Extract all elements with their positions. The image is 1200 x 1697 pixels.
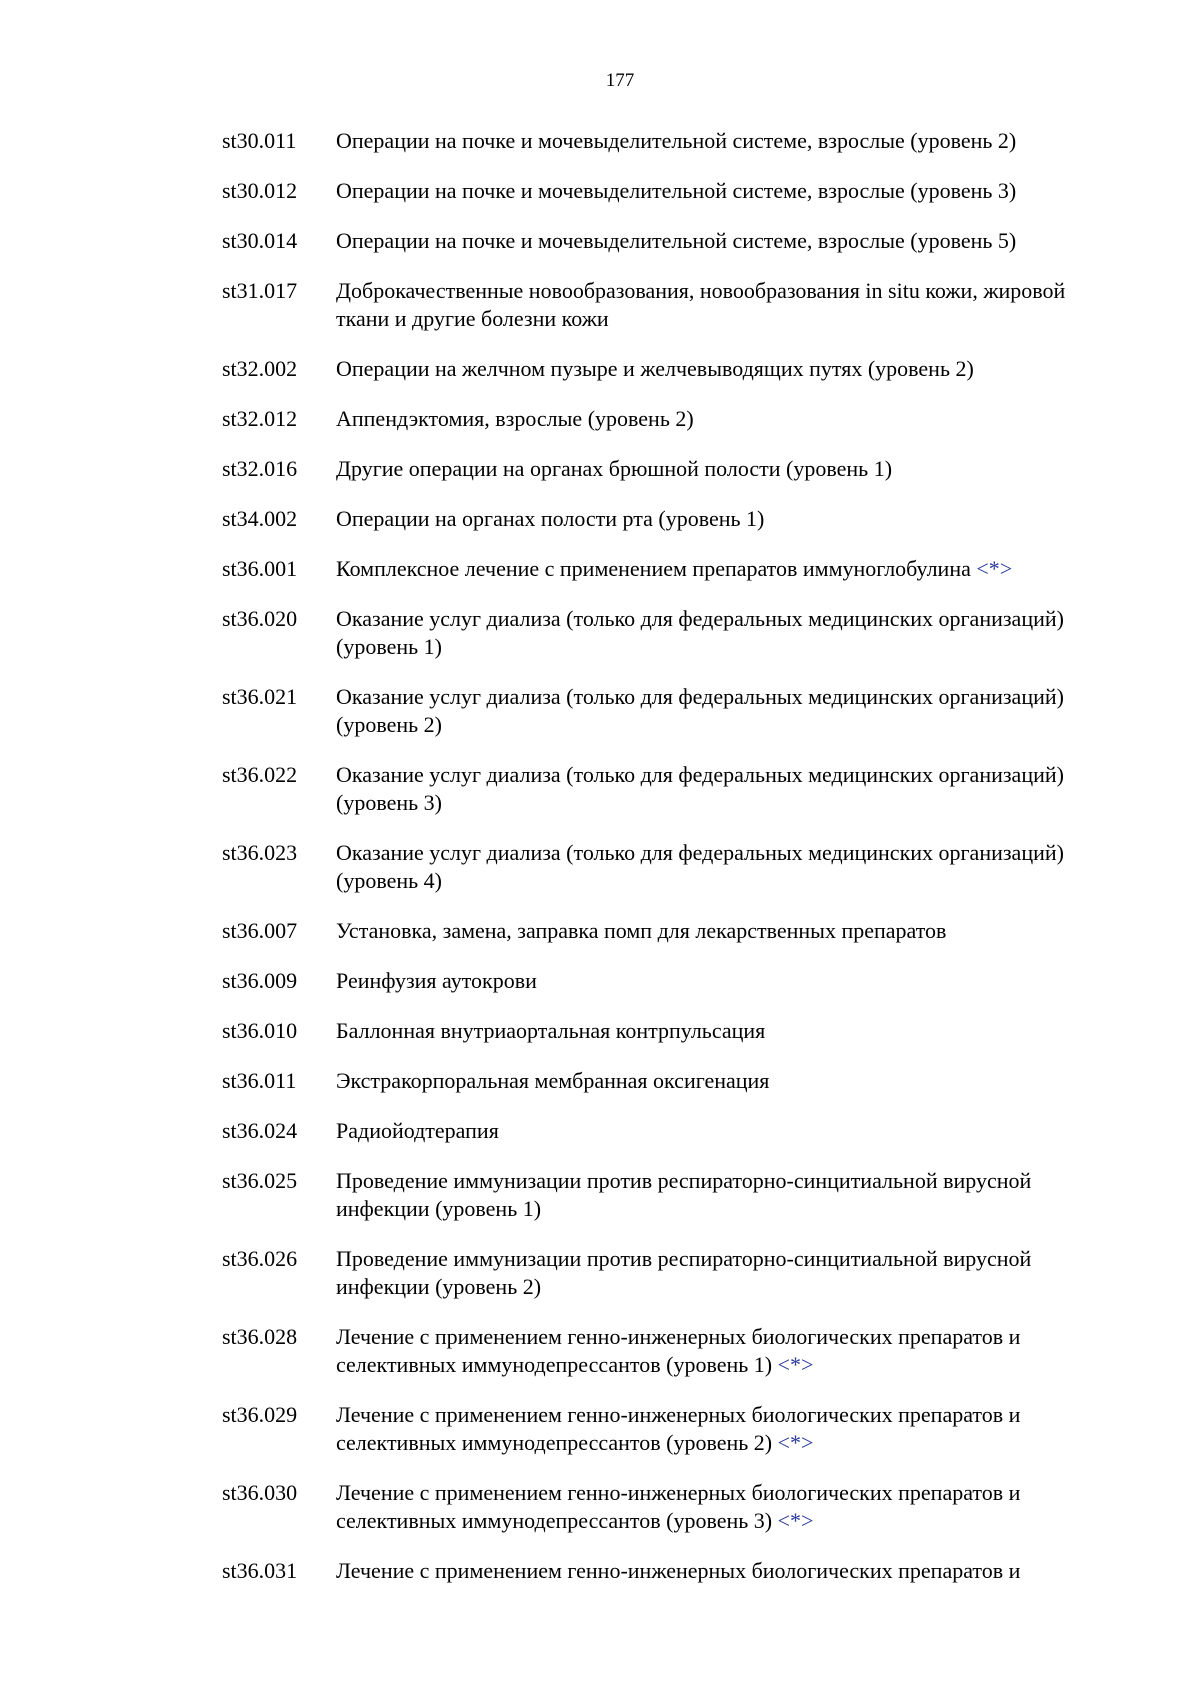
entry-text: Другие операции на органах брюшной полости (уровень 1) bbox=[336, 456, 893, 481]
list-item bbox=[222, 355, 1102, 383]
entry-text: Баллонная внутриаортальная контрпульсация bbox=[336, 1018, 766, 1043]
entry-description bbox=[336, 505, 1102, 533]
list-item bbox=[222, 1067, 1102, 1095]
page-number: 177 bbox=[605, 70, 635, 91]
entry-description bbox=[336, 355, 1102, 383]
entry-description bbox=[336, 555, 1102, 583]
list-item bbox=[222, 227, 1102, 255]
list-item bbox=[222, 839, 1102, 895]
entry-description bbox=[336, 605, 1102, 661]
entry-text: Аппендэктомия, взрослые (уровень 2) bbox=[336, 406, 694, 431]
list-item bbox=[222, 683, 1102, 739]
entry-description bbox=[336, 177, 1102, 205]
entry-description bbox=[336, 127, 1102, 155]
entry-text: Реинфузия аутокрови bbox=[336, 968, 537, 993]
list-item bbox=[222, 967, 1102, 995]
entry-code: st36.010 bbox=[222, 1018, 298, 1043]
list-item bbox=[222, 1479, 1102, 1535]
entry-text: Оказание услуг диализа (только для федеральных медицинских организаций) (уровень 3) bbox=[336, 762, 1064, 815]
list-item bbox=[222, 605, 1102, 661]
entry-text: Установка, замена, заправка помп для лекарственных препаратов bbox=[336, 918, 947, 943]
entry-code: st32.016 bbox=[222, 456, 298, 481]
entry-code: st36.011 bbox=[222, 1068, 297, 1093]
entry-description bbox=[336, 455, 1102, 483]
entry-text: Проведение иммунизации против респираторно-синцитиальной вирусной инфекции (уровень 1) bbox=[336, 1168, 1032, 1221]
entry-description bbox=[336, 1479, 1102, 1535]
entry-code: st36.007 bbox=[222, 918, 298, 943]
entry-code: st32.002 bbox=[222, 356, 298, 381]
entry-description bbox=[336, 1401, 1102, 1457]
entry-description bbox=[336, 683, 1102, 739]
entry-code: st36.028 bbox=[222, 1324, 298, 1349]
entry-description bbox=[336, 967, 1102, 995]
entry-code: st30.012 bbox=[222, 178, 298, 203]
entry-text: Лечение с применением генно-инженерных биологических препаратов и селективных иммунодепрессантов (уровень 2) bbox=[336, 1402, 1021, 1455]
footnote-ref-link[interactable]: <*> bbox=[976, 556, 1013, 581]
entry-text: Оказание услуг диализа (только для федеральных медицинских организаций) (уровень 4) bbox=[336, 840, 1064, 893]
entry-text: Доброкачественные новообразования, новообразования in situ кожи, жировой ткани и другие болезни кожи bbox=[336, 278, 1066, 331]
entry-text: Лечение с применением генно-инженерных биологических препаратов и селективных иммунодепрессантов (уровень 1) bbox=[336, 1324, 1021, 1377]
entry-code: st36.025 bbox=[222, 1168, 298, 1193]
entry-code: st36.023 bbox=[222, 840, 298, 865]
list-item bbox=[222, 1323, 1102, 1379]
footnote-ref-link[interactable]: <*> bbox=[777, 1430, 814, 1455]
entry-text: Лечение с применением генно-инженерных биологических препаратов и селективных иммунодепрессантов (уровень 3) bbox=[336, 1480, 1021, 1533]
entry-code: st36.030 bbox=[222, 1480, 298, 1505]
list-item bbox=[222, 405, 1102, 433]
list-item bbox=[222, 1401, 1102, 1457]
entry-text: Комплексное лечение с применением препаратов иммуноглобулина bbox=[336, 556, 977, 581]
list-item bbox=[222, 177, 1102, 205]
entry-text: Операции на желчном пузыре и желчевыводящих путях (уровень 2) bbox=[336, 356, 974, 381]
entry-code: st36.026 bbox=[222, 1246, 298, 1271]
entry-description bbox=[336, 1067, 1102, 1095]
entry-list bbox=[222, 127, 1102, 1607]
entry-description bbox=[336, 917, 1102, 945]
entry-code: st31.017 bbox=[222, 278, 298, 303]
entry-code: st36.021 bbox=[222, 684, 298, 709]
entry-description bbox=[336, 1167, 1102, 1223]
entry-description bbox=[336, 227, 1102, 255]
entry-code: st36.020 bbox=[222, 606, 298, 631]
entry-code: st32.012 bbox=[222, 406, 298, 431]
list-item bbox=[222, 505, 1102, 533]
entry-text: Радиойодтерапия bbox=[336, 1118, 499, 1143]
list-item bbox=[222, 1017, 1102, 1045]
entry-code: st36.029 bbox=[222, 1402, 298, 1427]
entry-code: st30.011 bbox=[222, 128, 297, 153]
footnote-ref-link[interactable]: <*> bbox=[777, 1508, 814, 1533]
entry-code: st36.001 bbox=[222, 556, 298, 581]
entry-text: Операции на органах полости рта (уровень 1) bbox=[336, 506, 765, 531]
list-item bbox=[222, 455, 1102, 483]
entry-code: st36.009 bbox=[222, 968, 298, 993]
list-item bbox=[222, 1245, 1102, 1301]
entry-code: st30.014 bbox=[222, 228, 298, 253]
entry-description bbox=[336, 839, 1102, 895]
entry-text: Операции на почке и мочевыделительной системе, взрослые (уровень 5) bbox=[336, 228, 1017, 253]
footnote-ref-link[interactable]: <*> bbox=[777, 1352, 814, 1377]
list-item bbox=[222, 555, 1102, 583]
entry-description bbox=[336, 1017, 1102, 1045]
entry-description bbox=[336, 405, 1102, 433]
list-item bbox=[222, 917, 1102, 945]
list-item bbox=[222, 761, 1102, 817]
entry-text: Операции на почке и мочевыделительной системе, взрослые (уровень 3) bbox=[336, 178, 1017, 203]
entry-text: Операции на почке и мочевыделительной системе, взрослые (уровень 2) bbox=[336, 128, 1017, 153]
entry-text: Проведение иммунизации против респираторно-синцитиальной вирусной инфекции (уровень 2) bbox=[336, 1246, 1032, 1299]
entry-text: Лечение с применением генно-инженерных биологических препаратов и bbox=[336, 1558, 1021, 1583]
entry-description bbox=[336, 1557, 1102, 1585]
list-item bbox=[222, 1557, 1102, 1585]
entry-code: st36.024 bbox=[222, 1118, 298, 1143]
entry-description bbox=[336, 1245, 1102, 1301]
entry-description bbox=[336, 1117, 1102, 1145]
list-item bbox=[222, 127, 1102, 155]
entry-description bbox=[336, 761, 1102, 817]
entry-code: st36.022 bbox=[222, 762, 298, 787]
entry-code: st34.002 bbox=[222, 506, 298, 531]
list-item bbox=[222, 277, 1102, 333]
entry-code: st36.031 bbox=[222, 1558, 298, 1583]
entry-text: Оказание услуг диализа (только для федеральных медицинских организаций) (уровень 1) bbox=[336, 606, 1064, 659]
list-item bbox=[222, 1167, 1102, 1223]
entry-text: Оказание услуг диализа (только для федеральных медицинских организаций) (уровень 2) bbox=[336, 684, 1064, 737]
entry-text: Экстракорпоральная мембранная оксигенация bbox=[336, 1068, 770, 1093]
entry-description bbox=[336, 277, 1102, 333]
entry-description bbox=[336, 1323, 1102, 1379]
list-item bbox=[222, 1117, 1102, 1145]
